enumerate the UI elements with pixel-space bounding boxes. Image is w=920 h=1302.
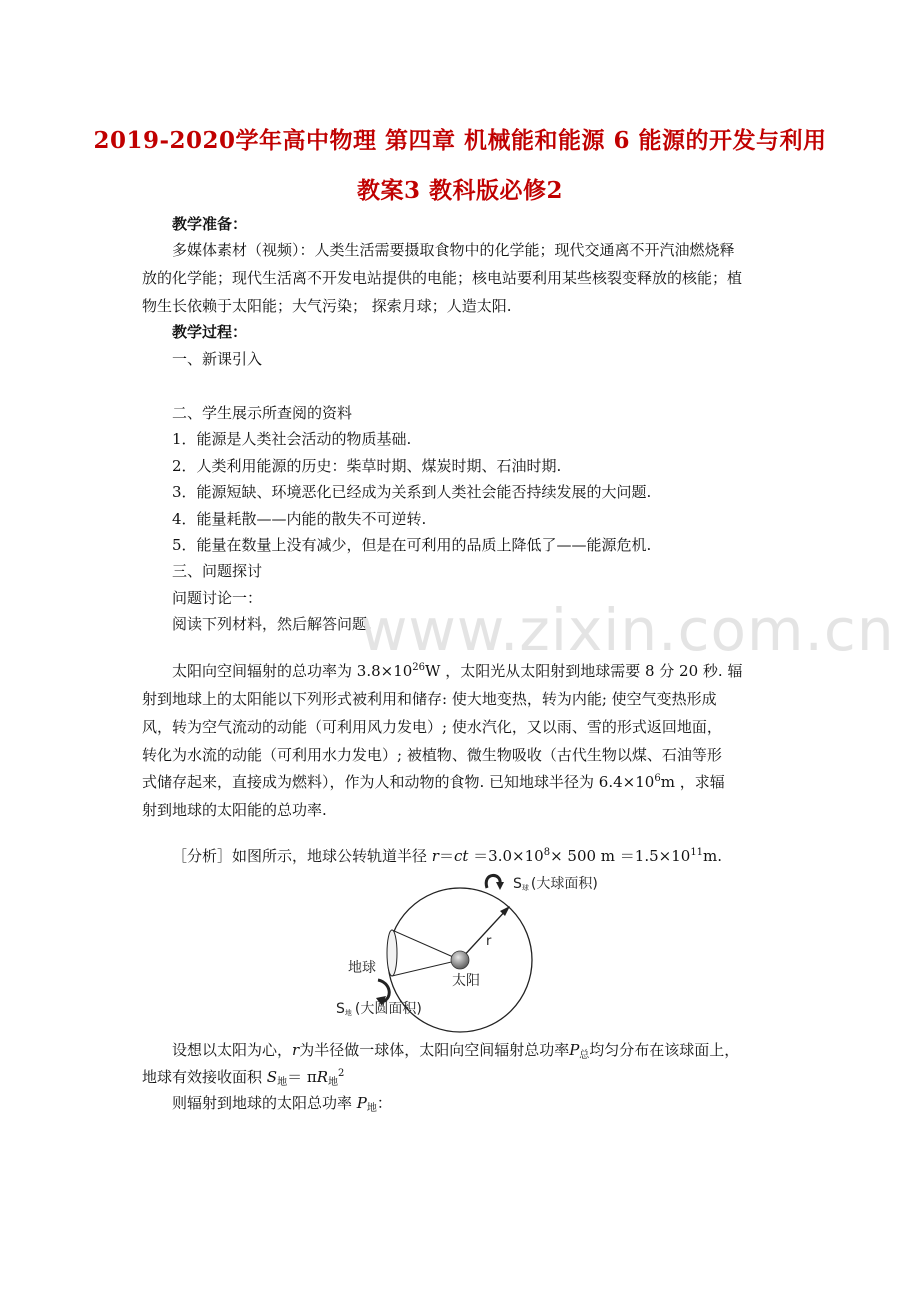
radius-arrow — [460, 908, 508, 960]
list-item: 3．能源短缺、环境恶化已经成为关系到人类社会能否持续发展的大问题. — [172, 483, 652, 501]
problem-line-6: 射到地球的太阳能的总功率. — [142, 801, 327, 819]
earth-disc — [387, 930, 397, 976]
prep-line-3: 物生长依赖于太阳能；大气污染； 探索月球；人造太阳. — [142, 297, 512, 315]
document-title-line-1: 2019-2020学年高中物理 第四章 机械能和能源 6 能源的开发与利用 — [93, 127, 827, 154]
problem-line-5: 式储存起来，直接成为燃料），作为人和动物的食物. 已知地球半径为 $6.4\times 10^6m$ ，求辐 — [142, 773, 725, 791]
prep-heading: 教学准备： — [172, 215, 248, 233]
question-1-instruction: 阅读下列材料，然后解答问题. — [172, 615, 372, 633]
list-item: 5．能量在数量上没有减少，但是在可利用的品质上降低了——能源危机. — [172, 536, 652, 554]
curved-arrow-top-head — [496, 882, 504, 890]
sun-icon — [451, 951, 469, 969]
problem-line-2: 射到地球上的太阳能以下列形式被利用和储存: 使大地变热，转为内能; 使空气变热形成 — [142, 690, 717, 708]
solution-line-1: 设想以太阳为心，r为半径做一球体，太阳向空间辐射总功率$P_总$均匀分布在该球面上， — [172, 1041, 740, 1061]
solution-line-2: 地球有效接收面积 $S_地= \pi R_地^2$ — [142, 1068, 345, 1088]
document-title-line-2: 教案3 教科版必修2 — [356, 177, 563, 204]
question-1-heading: 问题讨论一： — [172, 589, 263, 607]
list-item: 4．能量耗散——内能的散失不可逆转. — [172, 510, 427, 528]
earth-label: 地球 — [348, 960, 376, 976]
radius-label: r — [486, 934, 492, 949]
disc-area-label: S地 (大圆面积) — [336, 1001, 422, 1017]
sun-label: 太阳 — [452, 973, 480, 989]
prep-line-2: 放的化学能；现代生活离不开发电站提供的电能；核电站要利用某些核裂变释放的核能；植 — [142, 269, 743, 287]
process-heading: 教学过程： — [172, 323, 248, 341]
problem-line-4: 转化为水流的动能（可利用水力发电）; 被植物、微生物吸收（古代生物以煤、石油等形 — [142, 746, 722, 764]
section-1-heading: 一、新课引入 — [172, 350, 263, 368]
watermark: www.zixin.com.cn — [360, 596, 895, 664]
prep-line-1: 多媒体素材（视频）：人类生活需要摄取食物中的化学能；现代交通离不开汽油燃烧释 — [172, 241, 735, 259]
problem-line-1: 太阳向空间辐射的总功率为 $3.8\times 10^{26}W$ ，太阳光从太阳射到地球需要 8 分 20 秒. 辐 — [172, 662, 743, 680]
sun-earth-diagram — [330, 866, 598, 1034]
solution-line-3: 则辐射到地球的太阳总功率 $P_地$： — [172, 1094, 392, 1114]
light-cone — [392, 930, 460, 976]
list-item: 2．人类利用能源的历史：柴草时期、煤炭时期、石油时期. — [172, 457, 562, 475]
section-3-heading: 三、问题探讨 — [172, 562, 263, 580]
analysis-line: ［分析］如图所示，地球公转轨道半径 $r=ct =3.0\times 10^8\times 500$ $m =1.5\times 10^{11}m$. — [172, 847, 723, 865]
section-2-heading: 二、学生展示所查阅的资料 — [172, 404, 353, 422]
list-item: 1．能源是人类社会活动的物质基础. — [172, 430, 412, 448]
problem-line-3: 风，转为空气流动的动能（可利用风力发电）; 使水汽化，又以雨、雪的形式返回地面， — [142, 718, 722, 736]
curved-arrow-top-icon — [486, 875, 500, 888]
sphere-area-label: S球 (大球面积) — [513, 876, 598, 892]
